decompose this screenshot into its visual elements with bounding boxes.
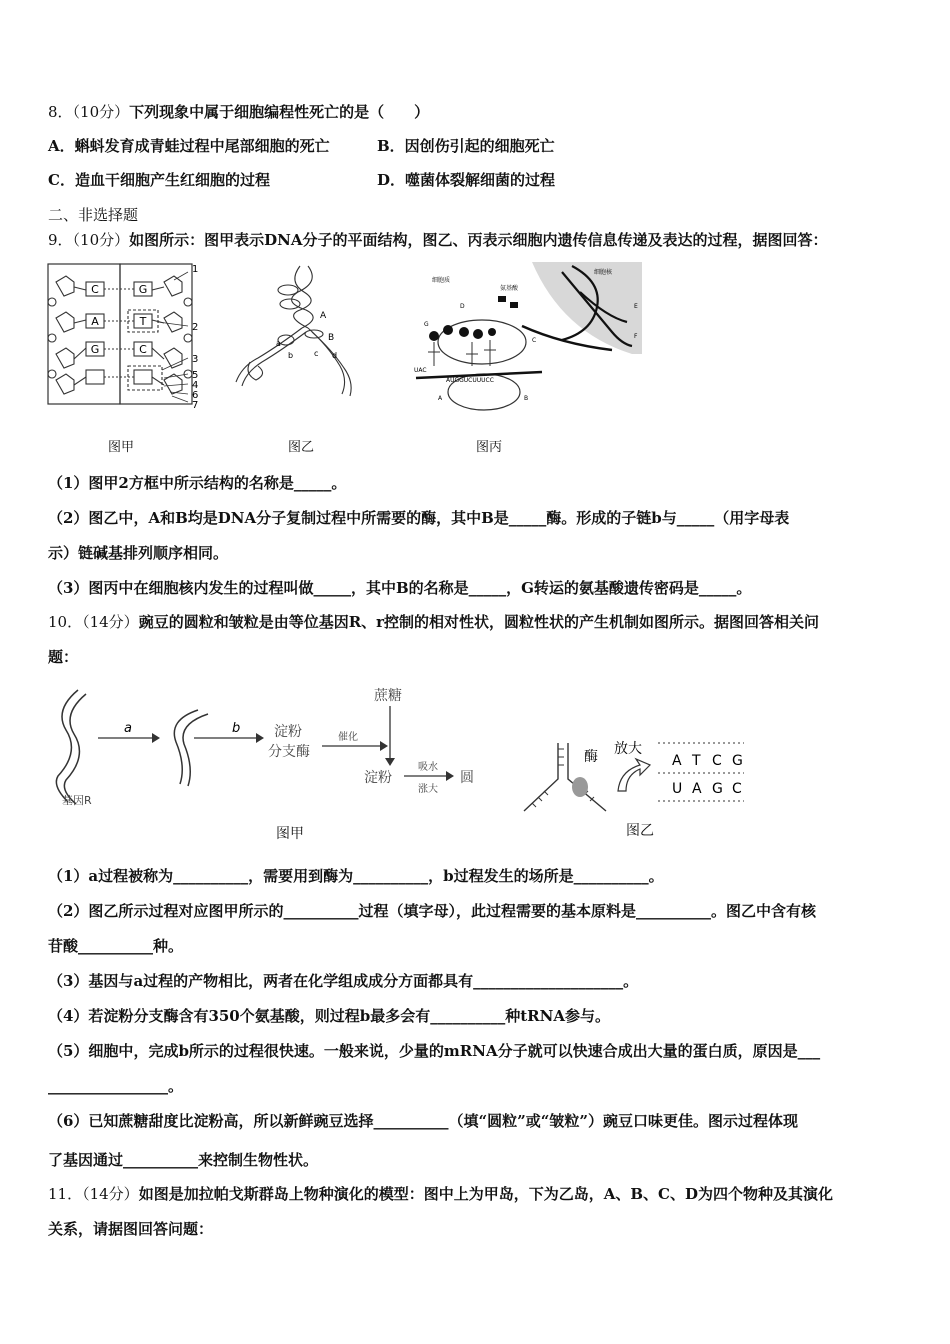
q10-sub2-line2: 苷酸__________种。 xyxy=(48,937,184,955)
q8-option-a: A．蝌蚪发育成青蛙过程中尾部细胞的死亡 xyxy=(48,137,330,155)
enzyme-text: 酶 xyxy=(584,749,598,765)
q10-stem-text: 豌豆的圆粒和皱粒是由等位基因R、r控制的相对性状，圆粒性状的产生机制如图所示。据图回答相关问 xyxy=(138,613,820,631)
absorb-label: 吸水 xyxy=(418,762,438,773)
yi-label-B: B xyxy=(328,333,335,343)
q10-figure-yi xyxy=(518,735,754,825)
bing-label-A: A xyxy=(438,395,443,402)
dna-base-3: C xyxy=(712,753,722,769)
q9-sub1: （1）图甲2方框中所示结构的名称是_____。 xyxy=(48,474,347,492)
q8-stem-text: 下列现象中属于细胞编程性死亡的是（ ） xyxy=(129,103,430,121)
base-right-2: T xyxy=(139,315,147,328)
arrow-b-label: b xyxy=(232,721,241,736)
q10-stem-line2: 题： xyxy=(48,648,79,666)
bing-label-G: G xyxy=(424,321,429,328)
q9-caption-yi: 图乙 xyxy=(288,440,315,455)
enzyme-label-1: 淀粉 xyxy=(274,724,302,740)
q9-sub3: （3）图丙中在细胞核内发生的过程叫做_____，其中B的名称是_____，G转运的氨基酸遗传密码是_____。 xyxy=(48,579,752,597)
q10-figure-jia xyxy=(48,680,508,840)
q11-number: 11．（14分） xyxy=(48,1185,139,1203)
starch-label: 淀粉 xyxy=(364,770,392,786)
q10-sub5-line1: （5）细胞中，完成b所示的过程很快速。一般来说，少量的mRNA分子就可以快速合成出大量的蛋白质，原因是___ xyxy=(48,1042,821,1060)
label-6: 6 xyxy=(192,390,199,401)
catalyze-label: 催化 xyxy=(338,732,358,743)
q11-stem-line1 xyxy=(48,1184,833,1204)
bing-label-D: D xyxy=(460,303,465,310)
q8-option-c: C．造血干细胞产生红细胞的过程 xyxy=(48,171,270,189)
yi-label-a: a xyxy=(276,339,281,348)
q10-sub3: （3）基因与a过程的产物相比，两者在化学组成成分方面都具有____________________。 xyxy=(48,972,639,990)
q9-figure-bing xyxy=(412,262,642,412)
arrow-a-label: a xyxy=(124,721,132,736)
q9-figure-yi xyxy=(228,262,368,402)
base-right-1: G xyxy=(138,283,148,296)
enzyme-label-2: 分支酶 xyxy=(268,744,310,760)
q10-caption-yi: 图乙 xyxy=(626,823,654,839)
q8-option-b: B．因创伤引起的细胞死亡 xyxy=(377,137,555,155)
rna-base-1: U xyxy=(672,781,683,797)
q11-stem-text: 如图是加拉帕戈斯群岛上物种演化的模型：图中上为甲岛，下为乙岛，A、B、C、D为四个物种及其演化 xyxy=(138,1185,833,1203)
q10-number: 10．（14分） xyxy=(48,613,139,631)
q9-stem-text: 如图所示：图甲表示DNA分子的平面结构，图乙、丙表示细胞内遗传信息传递及表达的过程，据图回答： xyxy=(129,231,828,249)
q10-stem-line1 xyxy=(48,612,819,632)
q10-sub6-line2: 了基因通过__________来控制生物性状。 xyxy=(48,1151,319,1169)
bing-label-mrna: AUGGUCUUUCC xyxy=(446,377,494,384)
q9-stem xyxy=(48,230,828,250)
bing-label-amino: 氨基酸 xyxy=(500,285,519,292)
strand-box-right xyxy=(120,264,192,404)
strand-box-left xyxy=(48,264,120,404)
q10-caption-jia: 图甲 xyxy=(276,826,304,842)
q10-sub1: （1）a过程被称为__________，需要用到酶为__________，b过程发生的场所是__________。 xyxy=(48,867,664,885)
label-5: 5 xyxy=(192,370,199,381)
swell-label: 涨大 xyxy=(418,784,438,795)
q9-number: 9．（10分） xyxy=(48,231,130,249)
base-left-1: C xyxy=(91,283,99,296)
q10-sub2-line1: （2）图乙所示过程对应图甲所示的__________过程（填字母），此过程需要的基本原料是__________。图乙中含有核 xyxy=(48,902,816,920)
dna-base-2: T xyxy=(692,753,701,769)
base-right-3: C xyxy=(139,343,147,356)
label-2: 2 xyxy=(192,322,199,333)
q9-caption-jia: 图甲 xyxy=(108,440,135,455)
q9-caption-bing: 图丙 xyxy=(476,440,503,455)
q9-sub2-line1: （2）图乙中，A和B均是DNA分子复制过程中所需要的酶，其中B是_____酶。形成的子链b与_____（用字母表 xyxy=(48,509,790,527)
bing-label-C: C xyxy=(532,337,537,344)
q10-sub5-line2: ________________。 xyxy=(48,1077,184,1095)
q8-option-d: D．噬菌体裂解细菌的过程 xyxy=(377,171,556,189)
q10-sub6-line1: （6）已知蔗糖甜度比淀粉高，所以新鲜豌豆选择__________（填“圆粒”或“皱粒”）豌豆口味更佳。图示过程体现 xyxy=(48,1112,798,1130)
round-label: 圆 xyxy=(460,770,474,786)
bing-label-uac: UAC xyxy=(414,367,427,374)
sucrose-label: 蔗糖 xyxy=(374,688,402,704)
bing-label-cytoplasm: 细胞质 xyxy=(432,277,451,284)
label-7: 7 xyxy=(192,400,199,411)
section-heading: 二、非选择题 xyxy=(48,206,139,224)
yi-label-d: d xyxy=(332,351,338,360)
q9-figure-jia xyxy=(44,262,204,412)
q8-stem xyxy=(48,102,429,122)
dna-base-1: A xyxy=(672,753,682,769)
q11-stem-line2: 关系，请据图回答问题： xyxy=(48,1220,214,1238)
base-left-2: A xyxy=(91,315,99,328)
bing-label-B: B xyxy=(524,395,529,402)
rna-base-3: G xyxy=(712,781,723,797)
label-1: 1 xyxy=(192,264,199,275)
yi-label-b: b xyxy=(288,351,294,360)
base-left-3: G xyxy=(90,343,100,356)
yi-label-A: A xyxy=(320,311,327,321)
dna-base-4: G xyxy=(732,753,743,769)
q9-sub2-line2: 示）链碱基排列顺序相同。 xyxy=(48,544,229,562)
q8-number: 8．（10分） xyxy=(48,103,130,121)
zoom-arrow-icon xyxy=(618,759,650,791)
label-4: 4 xyxy=(192,380,199,391)
enzyme-blob xyxy=(572,777,588,797)
q10-sub4: （4）若淀粉分支酶含有350个氨基酸，则过程b最多会有__________种tRNA参与。 xyxy=(48,1007,610,1025)
bing-label-F: F xyxy=(634,333,638,340)
zoom-text: 放大 xyxy=(614,741,642,757)
yi-label-c: c xyxy=(314,349,319,358)
label-3: 3 xyxy=(192,354,199,365)
rna-base-4: C xyxy=(732,781,742,797)
gene-label: 基因R xyxy=(62,794,92,807)
bing-label-nucleus: 细胞核 xyxy=(594,269,613,276)
rna-base-2: A xyxy=(692,781,702,797)
bing-label-E: E xyxy=(634,303,638,310)
